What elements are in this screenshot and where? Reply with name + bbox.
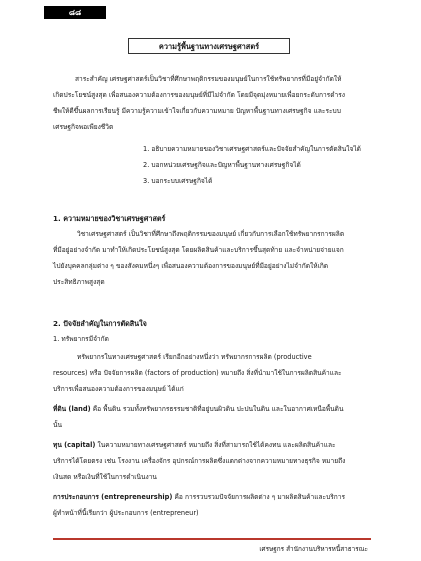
intro-line: ชีพให้ดีขึ้นผลการเรียนรู้ มีความรู้ความเข้าใจเกี่ยวกับความหมาย ปัญหาพื้นฐานทางเศรษฐกิจ และระบบ	[53, 107, 341, 115]
capital-text: ในความหมายทางเศรษฐศาสตร์ หมายถึง สิ่งที่สามารถใช้ได้คงทน และผลิตสินค้าและ	[95, 441, 336, 449]
land-text: คือ พื้นดิน รวมทั้งทรัพยากรธรรมชาติที่อยู่บนผิวดิน ปะปนในดิน และในอากาศเหนือพื้นดิน	[90, 405, 344, 413]
entrepreneurship-line: ผู้ทำหน้าที่นี้เรียกว่า ผู้ประกอบการ (entrepreneur)	[53, 509, 199, 517]
land-term: ที่ดิน (land)	[53, 405, 91, 413]
section2-line: resources) หรือ ปัจจัยการผลิต (factors of production) หมายถึง สิ่งที่นำมาใช้ในการผลิตสินค้าและ	[53, 369, 342, 377]
intro-line: เกิดประโยชน์สูงสุด เพื่อสนองความต้องการของมนุษย์ที่มีไม่จำกัด โดยมีจุดมุ่งหมายเพื่อยกระดับการดำรง	[53, 91, 345, 99]
objective-item: 2. บอกหน่วยเศรษฐกิจและปัญหาพื้นฐานทางเศรษฐกิจได้	[143, 161, 301, 169]
page-title: ความรู้พื้นฐานทางเศรษฐศาสตร์	[128, 38, 290, 54]
intro-line: สาระสำคัญ เศรษฐศาสตร์เป็นวิชาที่ศึกษาพฤติกรรมของมนุษย์ในการใช้ทรัพยากรที่มีอยู่จำกัดให้	[75, 75, 342, 83]
section1-line: ประสิทธิภาพสูงสุด	[53, 278, 105, 286]
footer-credit: เศรษฐกร สำนักงานบริหารหนี้สาธารณะ	[259, 545, 368, 553]
entrepreneurship-definition	[53, 491, 371, 504]
section1-line: วิชาเศรษฐศาสตร์ เป็นวิชาที่ศึกษาถึงพฤติกรรมของมนุษย์ เกี่ยวกับการเลือกใช้ทรัพยากรการผลิต	[77, 230, 345, 238]
capital-term: ทุน (capital)	[53, 441, 96, 449]
intro-line: เศรษฐกิจพอเพียงชีวิต	[53, 123, 114, 131]
entrepreneurship-term: การประกอบการ (entrepreneurship)	[53, 493, 173, 501]
objective-item: 1. อธิบายความหมายของวิชาเศรษฐศาสตร์และปัจจัยสำคัญในการตัดสินใจได้	[143, 145, 361, 153]
entrepreneurship-text: คือ การรวบรวมปัจจัยการผลิตต่าง ๆ มาผลิตสินค้าและบริการ	[172, 493, 346, 501]
section2-line: ทรัพยากรในทางเศรษฐศาสตร์ เรียกอีกอย่างหนึ่งว่า ทรัพยากรการผลิต (productive	[77, 353, 312, 361]
section-heading: 2. ปัจจัยสำคัญในการตัดสินใจ	[53, 319, 147, 328]
page-number-tab: ๘๘	[44, 6, 106, 19]
section2-line: บริการเพื่อสนองความต้องการของมนุษย์ ได้แก่	[53, 385, 184, 393]
land-definition	[53, 403, 371, 416]
capital-definition	[53, 439, 371, 452]
section1-line: ไปยังบุคคลกลุ่มต่าง ๆ ของสังคมหนึ่งๆ เพื่อสนองความต้องการของมนุษย์ที่มีอยู่อย่างไม่จำกัดให้เกิด	[53, 262, 329, 270]
footer-rule	[53, 538, 371, 540]
land-line: นั้น	[53, 421, 63, 429]
section-heading: 1. ความหมายของวิชาเศรษฐศาสตร์	[53, 214, 166, 223]
capital-line: เงินสด หรือเงินที่ใช้ในการดำเนินงาน	[53, 473, 157, 481]
subsection-heading: 1. ทรัพยากรมีจำกัด	[53, 335, 109, 343]
capital-line: บริการได้โดยตรง เช่น โรงงาน เครื่องจักร อุปกรณ์การผลิตซึ่งแตกต่างจากความหมายทางธุรกิจ หมายถึง	[53, 457, 346, 465]
section1-line: ที่มีอยู่อย่างจำกัด มาทำให้เกิดประโยชน์สูงสุด โดยผลิตสินค้าและบริการขึ้นสุดท้าย และจำหน่ายจ่ายแจก	[53, 246, 344, 254]
objective-item: 3. บอกระบบเศรษฐกิจได้	[143, 177, 213, 185]
